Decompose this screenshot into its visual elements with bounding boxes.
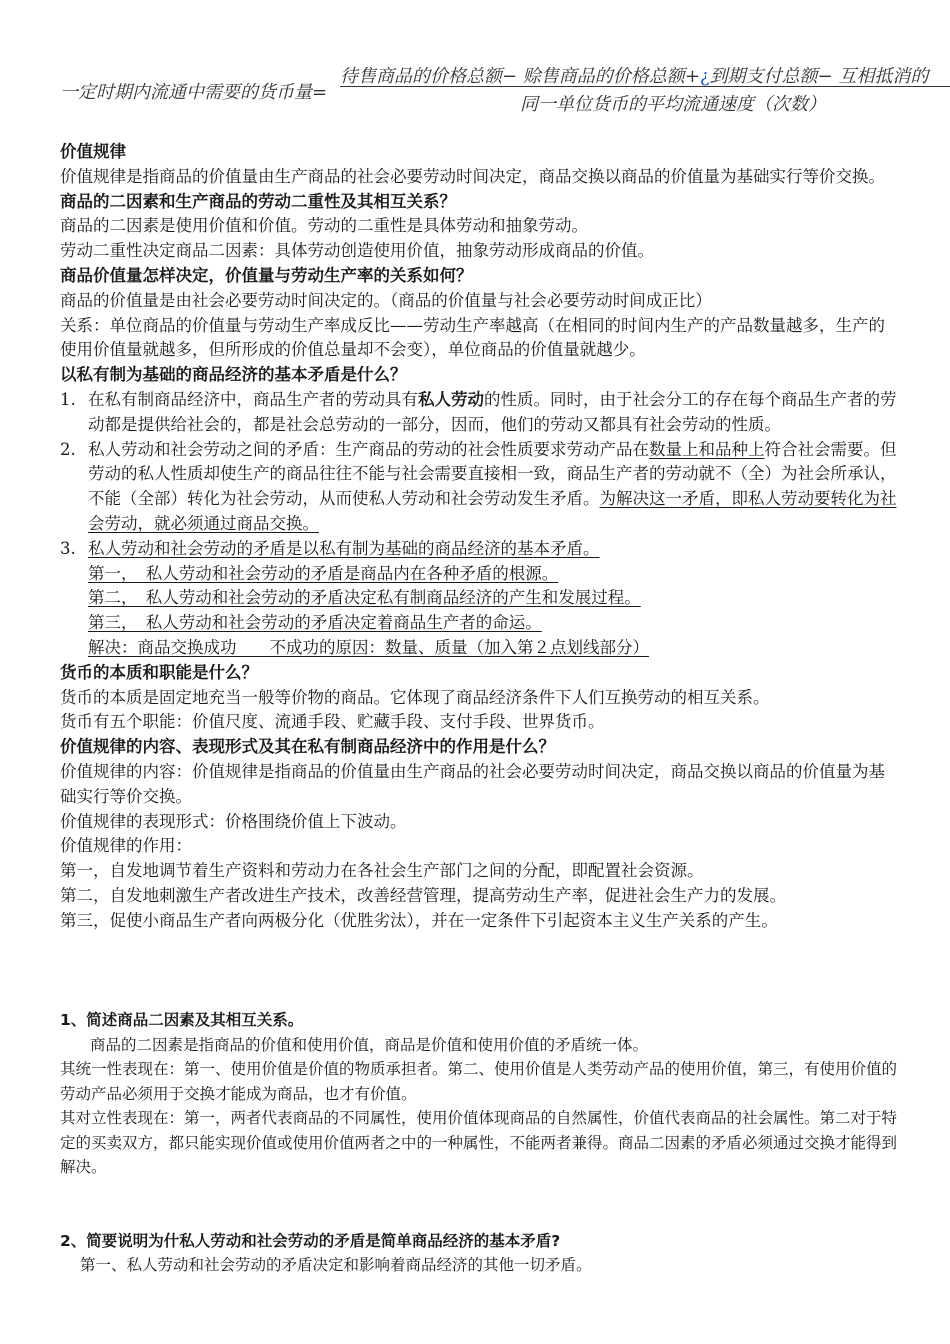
- list-number: 2.: [60, 439, 76, 459]
- formula-numerator: [340, 62, 928, 88]
- list-item-2-text-a: 私人劳动和社会劳动之间的矛盾：生产商品的劳动的社会性质要求劳动产品在: [88, 439, 649, 459]
- value-law-content-line: 价值规律的内容：价值规律是指商品的价值量由生产商品的社会必要劳动时间决定，商品交换以商品的价值量为基础实行等价交换。: [60, 761, 885, 806]
- two-factors-line-2: 劳动二重性决定商品二因素：具体劳动创造使用价值，抽象劳动形成商品的价值。: [60, 241, 654, 261]
- value-law-form-line: 价值规律的表现形式：价格围绕价值上下波动。: [60, 811, 407, 831]
- sub-point-1: [60, 562, 900, 587]
- question-2-heading: 2、简要说明为什私人劳动和社会劳动的矛盾是简单商品经济的基本矛盾?: [60, 1231, 561, 1250]
- underlined-resolution: 为解决这一矛盾，即私人劳动要转化为社会劳动，就必须通过商品交换。: [88, 489, 897, 533]
- formula-plus: +: [684, 66, 700, 87]
- list-item-2: [60, 438, 900, 537]
- list-number: 3.: [60, 538, 76, 558]
- value-law-role-1: 第一，自发地调节着生产资料和劳动力在各社会生产部门之间的分配，即配置社会资源。: [60, 861, 704, 881]
- question-2-para-1: 第一、私人劳动和社会劳动的矛盾决定和影响着商品经济的其他一切矛盾。: [80, 1256, 592, 1274]
- section-heading-basic-contradiction: 以私有制为基础的商品经济的基本矛盾是什么？: [60, 365, 407, 385]
- sub-point-1-text: 第一， 私人劳动和社会劳动的矛盾是商品内在各种矛盾的根源。: [88, 563, 559, 583]
- sub-point-2-text: 第二， 私人劳动和社会劳动的矛盾决定私有制商品经济的产生和发展过程。: [88, 588, 641, 608]
- list-item-3-text: 私人劳动和社会劳动的矛盾是以私有制为基础的商品经济的基本矛盾。: [88, 538, 600, 558]
- question-1-heading: 1、简述商品二因素及其相互关系。: [60, 1011, 304, 1029]
- list-number: 1.: [60, 389, 76, 409]
- formula-denominator: 同一单位货币的平均流通速度（次数）: [520, 94, 826, 115]
- sub-point-3-text: 第三， 私人劳动和社会劳动的矛盾决定着商品生产者的命运。: [88, 613, 542, 633]
- sub-point-3: [60, 611, 900, 636]
- sub-point-resolution: [60, 636, 900, 661]
- spacer: [60, 1180, 900, 1229]
- formula-lhs: 一定时期内流通中需要的货币量=: [60, 82, 328, 103]
- section-heading-money: 货币的本质和职能是什么？: [60, 662, 258, 682]
- money-quantity-formula: [0, 56, 950, 116]
- money-essence-line: 货币的本质是固定地充当一般等价物的商品。它体现了商品经济条件下人们互换劳动的相互关系。: [60, 687, 770, 707]
- list-item-1: [60, 388, 900, 438]
- question-1-para-3: 其对立性表现在：第一，两者代表商品的不同属性，使用价值体现商品的自然属性，价值代表商品的社会属性。第二对于特定的买卖双方，都只能实现价值或使用价值两者之中的一种属性，不能两者兼得。商品二因素的矛盾必须通过交换才能得到解决。: [60, 1109, 898, 1176]
- section-heading-value-law: 价值规律: [60, 142, 126, 161]
- formula-numerator-a: 待售商品的价格总额− 赊售商品的价格总额: [340, 66, 685, 87]
- value-law-definition: 价值规律是指商品的价值量由生产商品的社会必要劳动时间决定，商品交换以商品的价值量为基础实行等价交换。: [60, 166, 885, 186]
- section-heading-value-quantity: 商品价值量怎样决定，价值量与劳动生产率的关系如何？: [60, 265, 473, 285]
- list-item-1-text-a: 在私有制商品经济中，商品生产者的劳动具有: [88, 389, 418, 409]
- list-item-3: [60, 537, 900, 562]
- value-law-role-label: 价值规律的作用：: [60, 836, 192, 856]
- list-item-1-text-b: 的性质。同时，由于社会分工的存在每个商品生产者的劳动都是提供给社会的，都是社会总劳动的一部分，因而，他们的劳动又都具有社会劳动的性质。: [88, 389, 897, 434]
- underlined-quantity-variety: 数量上和品种上: [649, 439, 765, 459]
- value-quantity-line-1: 商品的价值量是由社会必要劳动时间决定的。（商品的价值量与社会必要劳动时间成正比）: [60, 290, 712, 310]
- fraction-bar: [340, 86, 950, 87]
- questions-section: [60, 1008, 900, 1278]
- section-heading-two-factors: 商品的二因素和生产商品的劳动二重性及其相互关系？: [60, 191, 456, 211]
- private-labor-term: 私人劳动: [418, 389, 484, 409]
- value-quantity-line-2: 关系：单位商品的价值量与劳动生产率成反比——劳动生产率越高（在相同的时间内生产的产品数量越多，生产的使用价值量就越多，但所形成的价值总量却不会变），单位商品的价值量就越少。: [60, 315, 885, 360]
- formula-garbled-char: ¿: [699, 66, 710, 87]
- value-law-role-3: 第三，促使小商品生产者向两极分化（优胜劣汰），并在一定条件下引起资本主义生产关系的产生。: [60, 910, 778, 930]
- two-factors-line-1: 商品的二因素是使用价值和价值。劳动的二重性是具体劳动和抽象劳动。: [60, 216, 588, 236]
- formula-numerator-b: 到期支付总额− 互相抵消的: [709, 66, 929, 87]
- sub-point-resolution-text: 解决：商品交换成功 不成功的原因：数量、质量（加入第２点划线部分）: [88, 637, 649, 657]
- question-1-para-1: 商品的二因素是指商品的价值和使用价值，商品是价值和使用价值的矛盾统一体。: [90, 1035, 649, 1054]
- sub-point-2: [60, 586, 900, 611]
- list-item-2-text-b: 符合社会需要。但劳动的私人性质却使生产的商品往往不能与社会需要直接相一致，商品生产者的劳动就不（全）为社会所承认，不能（全部）转化为社会劳动，从而使私人劳动和社会劳动发生矛盾。: [88, 439, 897, 509]
- section-heading-value-law-role: 价值规律的内容、表现形式及其在私有制商品经济中的作用是什么？: [60, 737, 555, 757]
- money-functions-line: 货币有五个职能：价值尺度、流通手段、贮藏手段、支付手段、世界货币。: [60, 712, 605, 732]
- value-law-role-2: 第二，自发地刺激生产者改进生产技术，改善经营管理，提高劳动生产率，促进社会生产力的发展。: [60, 885, 786, 905]
- notes-section: [60, 140, 900, 934]
- question-1-para-2: 其统一性表现在：第一、使用价值是价值的物质承担者。第二、使用价值是人类劳动产品的使用价值，第三，有使用价值的劳动产品必须用于交换才能成为商品，也才有价值。: [60, 1060, 898, 1103]
